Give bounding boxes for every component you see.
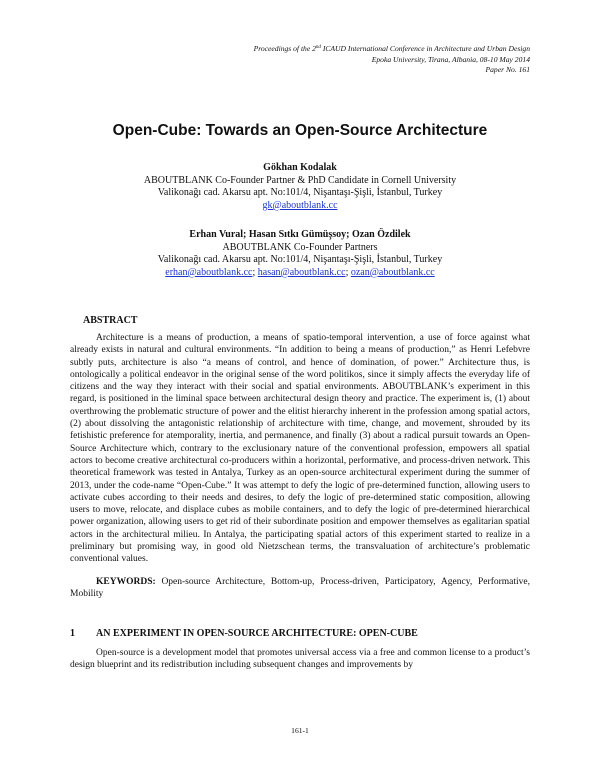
- author-block-1: [0, 162, 600, 212]
- email-link-erhan[interactable]: erhan@aboutblank.cc: [165, 266, 253, 278]
- author-affiliation: ABOUTBLANK Co-Founder Partners: [222, 241, 378, 253]
- proceedings-header: [254, 44, 530, 76]
- section-heading: [70, 628, 418, 639]
- header-line-3: Paper No. 161: [485, 65, 530, 75]
- author-emails: erhan@aboutblank.cc; hasan@aboutblank.cc; ozan@aboutblank.cc: [165, 266, 435, 278]
- author-names: Erhan Vural; Hasan Sıtkı Gümüşsoy; Ozan Özdilek: [189, 229, 411, 240]
- keywords-text: Open-source Architecture, Bottom-up, Process-driven, Participatory, Agency, Performative, Mobility: [70, 577, 530, 600]
- author-name: Gökhan Kodalak: [263, 162, 337, 173]
- keywords: [70, 576, 530, 601]
- section-title: AN EXPERIMENT IN OPEN-SOURCE ARCHITECTURE: OPEN-CUBE: [96, 628, 418, 639]
- paper-title: Open-Cube: Towards an Open-Source Architecture: [112, 122, 488, 139]
- keywords-label: KEYWORDS:: [96, 577, 156, 587]
- section-body-text: Open-source is a development model that promotes universal access via a free and common license to a product’s design blueprint and its redistribution including subsequent changes and improvements by: [70, 648, 530, 671]
- section-number: 1: [70, 628, 75, 639]
- author-email-link[interactable]: gk@aboutblank.cc: [262, 199, 338, 211]
- page-number: 161-1: [291, 726, 309, 735]
- header-line-1: Proceedings of the 2nd ICAUD International Conference in Architecture and Urban Design: [253, 44, 530, 53]
- author-address: Valikonağı cad. Akarsu apt. No:101/4, Nişantaşı-Şişli, İstanbul, Turkey: [157, 187, 443, 199]
- author-affiliation: ABOUTBLANK Co-Founder Partner & PhD Candidate in Cornell University: [143, 174, 457, 186]
- abstract-heading: ABSTRACT: [83, 315, 138, 326]
- author-block-2: [0, 229, 600, 279]
- email-link-hasan[interactable]: hasan@aboutblank.cc: [257, 266, 346, 278]
- author-address: Valikonağı cad. Akarsu apt. No:101/4, Nişantaşı-Şişli, İstanbul, Turkey: [157, 254, 443, 266]
- abstract-text: Architecture is a means of production, a means of spatio-temporal intervention, a use of force against what already exists in natural and cultural environments. “In addition to being a means of production,” as Henri Lefebvre subtly puts, architecture is also “a means of control, and hence of domination, of power.” Architecture thus, is ontologically a political endeavor in the original sense of the word politikos, since it simply affects the everyday life of citizens and the way they interact with their social and spatial environments. ABOUTBLANK’s experiment in this regard, is positioned in the liminal space between architectural design theory and practice. The experiment is, (1) about overthrowing the problematic structure of power and the elitist hierarchy inherent in the profession among spatial actors, (2) about dissolving the antagonistic relationship of architecture with time, change, and movement, shrouded by its fetishistic preference for atemporality, inertia, and permanence, and finally (3) about a radical pursuit towards an Open-Source Architecture which, contrary to the exclusionary nature of the conventional profession, empowers all spatial actors to become creative architectural co-producers within a horizontal, performative, and process-driven network. This theoretical framework was tested in Antalya, Turkey as an open-source architectural experiment during the summer of 2013, under the code-name “Open-Cube.” It was attempt to defy the logic of pre-determined function, allowing users to activate cubes according to their needs and desires, to defy the logic of pre-determined static composition, allowing users to move, relocate, and displace cubes as mobile containers, and to defy the logic of pre-determined hierarchical power organization, allowing users to get rid of their subordinate position and empower themselves as egalitarian spatial actors in the architectural milieu. In Antalya, the participating spatial actors of this experiment started to realize in a preliminary but promising way, in good old Nietzschean terms, the transvaluation of architecture’s problematic conventional values.: [70, 333, 530, 565]
- header-line-2: Epoka University, Tirana, Albania, 08-10 May 2014: [371, 54, 530, 64]
- email-link-ozan[interactable]: ozan@aboutblank.cc: [350, 266, 435, 278]
